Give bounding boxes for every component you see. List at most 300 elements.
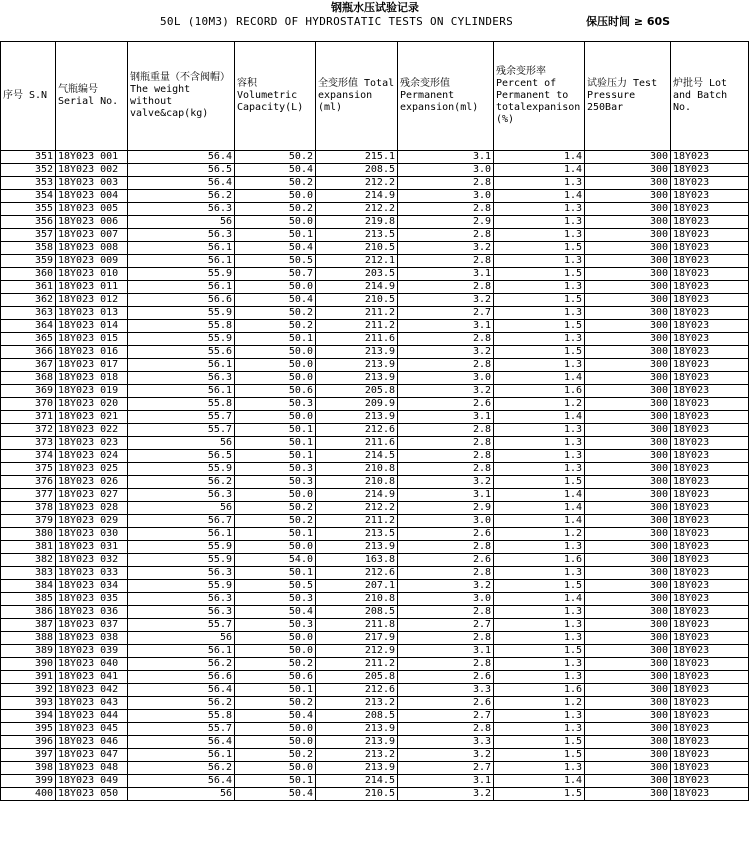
cell-permanent-expansion[interactable]: 3.0 [398, 593, 494, 606]
cell-test-pressure[interactable]: 300 [585, 788, 671, 801]
cell-test-pressure[interactable]: 300 [585, 164, 671, 177]
cell-weight[interactable]: 56.5 [128, 450, 235, 463]
cell-permanent-expansion[interactable]: 2.8 [398, 177, 494, 190]
cell-serial[interactable]: 18Y023 029 [56, 515, 128, 528]
cell-permanent-expansion[interactable]: 3.2 [398, 476, 494, 489]
cell-total-expansion[interactable]: 212.2 [316, 203, 398, 216]
cell-sn[interactable]: 383 [1, 567, 56, 580]
cell-serial[interactable]: 18Y023 048 [56, 762, 128, 775]
cell-serial[interactable]: 18Y023 045 [56, 723, 128, 736]
cell-percent-permanent[interactable]: 1.3 [494, 203, 585, 216]
cell-percent-permanent[interactable]: 1.5 [494, 645, 585, 658]
cell-capacity[interactable]: 50.1 [235, 437, 316, 450]
cell-sn[interactable]: 398 [1, 762, 56, 775]
cell-test-pressure[interactable]: 300 [585, 671, 671, 684]
cell-sn[interactable]: 388 [1, 632, 56, 645]
cell-permanent-expansion[interactable]: 2.8 [398, 723, 494, 736]
cell-serial[interactable]: 18Y023 044 [56, 710, 128, 723]
cell-percent-permanent[interactable]: 1.5 [494, 268, 585, 281]
cell-weight[interactable]: 56.3 [128, 372, 235, 385]
cell-total-expansion[interactable]: 210.5 [316, 788, 398, 801]
cell-lot-batch[interactable]: 18Y023 [671, 684, 749, 697]
cell-weight[interactable]: 56.4 [128, 775, 235, 788]
cell-test-pressure[interactable]: 300 [585, 307, 671, 320]
cell-weight[interactable]: 56.1 [128, 242, 235, 255]
cell-serial[interactable]: 18Y023 019 [56, 385, 128, 398]
cell-serial[interactable]: 18Y023 027 [56, 489, 128, 502]
cell-test-pressure[interactable]: 300 [585, 268, 671, 281]
cell-percent-permanent[interactable]: 1.4 [494, 775, 585, 788]
cell-percent-permanent[interactable]: 1.3 [494, 229, 585, 242]
cell-percent-permanent[interactable]: 1.3 [494, 606, 585, 619]
cell-serial[interactable]: 18Y023 032 [56, 554, 128, 567]
cell-weight[interactable]: 55.9 [128, 463, 235, 476]
cell-percent-permanent[interactable]: 1.3 [494, 658, 585, 671]
cell-permanent-expansion[interactable]: 2.8 [398, 632, 494, 645]
cell-lot-batch[interactable]: 18Y023 [671, 593, 749, 606]
cell-percent-permanent[interactable]: 1.3 [494, 450, 585, 463]
cell-total-expansion[interactable]: 214.5 [316, 775, 398, 788]
cell-percent-permanent[interactable]: 1.3 [494, 671, 585, 684]
cell-serial[interactable]: 18Y023 004 [56, 190, 128, 203]
cell-permanent-expansion[interactable]: 2.8 [398, 333, 494, 346]
cell-total-expansion[interactable]: 212.2 [316, 502, 398, 515]
cell-sn[interactable]: 361 [1, 281, 56, 294]
cell-capacity[interactable]: 50.2 [235, 515, 316, 528]
cell-percent-permanent[interactable]: 1.3 [494, 762, 585, 775]
cell-sn[interactable]: 385 [1, 593, 56, 606]
cell-serial[interactable]: 18Y023 018 [56, 372, 128, 385]
cell-serial[interactable]: 18Y023 025 [56, 463, 128, 476]
cell-weight[interactable]: 56 [128, 788, 235, 801]
cell-percent-permanent[interactable]: 1.5 [494, 476, 585, 489]
cell-serial[interactable]: 18Y023 012 [56, 294, 128, 307]
cell-lot-batch[interactable]: 18Y023 [671, 450, 749, 463]
cell-permanent-expansion[interactable]: 2.9 [398, 216, 494, 229]
cell-total-expansion[interactable]: 205.8 [316, 385, 398, 398]
cell-weight[interactable]: 55.7 [128, 411, 235, 424]
cell-sn[interactable]: 391 [1, 671, 56, 684]
cell-permanent-expansion[interactable]: 3.0 [398, 190, 494, 203]
cell-lot-batch[interactable]: 18Y023 [671, 255, 749, 268]
cell-permanent-expansion[interactable]: 2.8 [398, 541, 494, 554]
cell-capacity[interactable]: 50.2 [235, 320, 316, 333]
cell-percent-permanent[interactable]: 1.4 [494, 190, 585, 203]
cell-weight[interactable]: 55.9 [128, 580, 235, 593]
cell-test-pressure[interactable]: 300 [585, 229, 671, 242]
cell-capacity[interactable]: 50.1 [235, 333, 316, 346]
cell-total-expansion[interactable]: 211.8 [316, 619, 398, 632]
cell-serial[interactable]: 18Y023 030 [56, 528, 128, 541]
cell-serial[interactable]: 18Y023 015 [56, 333, 128, 346]
cell-sn[interactable]: 371 [1, 411, 56, 424]
cell-sn[interactable]: 360 [1, 268, 56, 281]
cell-weight[interactable]: 55.7 [128, 619, 235, 632]
cell-total-expansion[interactable]: 211.6 [316, 437, 398, 450]
cell-total-expansion[interactable]: 219.8 [316, 216, 398, 229]
cell-lot-batch[interactable]: 18Y023 [671, 294, 749, 307]
cell-capacity[interactable]: 50.2 [235, 177, 316, 190]
cell-test-pressure[interactable]: 300 [585, 242, 671, 255]
cell-capacity[interactable]: 50.1 [235, 450, 316, 463]
cell-test-pressure[interactable]: 300 [585, 619, 671, 632]
cell-lot-batch[interactable]: 18Y023 [671, 788, 749, 801]
cell-capacity[interactable]: 50.4 [235, 606, 316, 619]
cell-test-pressure[interactable]: 300 [585, 723, 671, 736]
cell-total-expansion[interactable]: 209.9 [316, 398, 398, 411]
cell-sn[interactable]: 393 [1, 697, 56, 710]
cell-total-expansion[interactable]: 203.5 [316, 268, 398, 281]
cell-serial[interactable]: 18Y023 035 [56, 593, 128, 606]
cell-capacity[interactable]: 50.0 [235, 489, 316, 502]
cell-permanent-expansion[interactable]: 3.1 [398, 489, 494, 502]
cell-weight[interactable]: 56.5 [128, 164, 235, 177]
cell-sn[interactable]: 359 [1, 255, 56, 268]
cell-lot-batch[interactable]: 18Y023 [671, 645, 749, 658]
cell-sn[interactable]: 387 [1, 619, 56, 632]
cell-permanent-expansion[interactable]: 3.1 [398, 645, 494, 658]
cell-weight[interactable]: 56.1 [128, 645, 235, 658]
cell-weight[interactable]: 56.2 [128, 697, 235, 710]
cell-percent-permanent[interactable]: 1.3 [494, 255, 585, 268]
cell-capacity[interactable]: 50.4 [235, 710, 316, 723]
cell-sn[interactable]: 397 [1, 749, 56, 762]
cell-serial[interactable]: 18Y023 028 [56, 502, 128, 515]
cell-weight[interactable]: 56.6 [128, 294, 235, 307]
cell-lot-batch[interactable]: 18Y023 [671, 476, 749, 489]
cell-permanent-expansion[interactable]: 2.8 [398, 606, 494, 619]
cell-sn[interactable]: 390 [1, 658, 56, 671]
cell-total-expansion[interactable]: 208.5 [316, 606, 398, 619]
cell-sn[interactable]: 351 [1, 151, 56, 164]
cell-lot-batch[interactable]: 18Y023 [671, 333, 749, 346]
cell-permanent-expansion[interactable]: 3.1 [398, 320, 494, 333]
cell-lot-batch[interactable]: 18Y023 [671, 320, 749, 333]
cell-lot-batch[interactable]: 18Y023 [671, 411, 749, 424]
cell-lot-batch[interactable]: 18Y023 [671, 229, 749, 242]
cell-serial[interactable]: 18Y023 010 [56, 268, 128, 281]
cell-lot-batch[interactable]: 18Y023 [671, 541, 749, 554]
cell-capacity[interactable]: 50.6 [235, 671, 316, 684]
cell-serial[interactable]: 18Y023 049 [56, 775, 128, 788]
cell-capacity[interactable]: 50.2 [235, 697, 316, 710]
cell-total-expansion[interactable]: 213.9 [316, 346, 398, 359]
cell-permanent-expansion[interactable]: 3.2 [398, 749, 494, 762]
cell-lot-batch[interactable]: 18Y023 [671, 177, 749, 190]
cell-serial[interactable]: 18Y023 043 [56, 697, 128, 710]
cell-percent-permanent[interactable]: 1.2 [494, 697, 585, 710]
cell-lot-batch[interactable]: 18Y023 [671, 723, 749, 736]
cell-serial[interactable]: 18Y023 047 [56, 749, 128, 762]
cell-percent-permanent[interactable]: 1.6 [494, 385, 585, 398]
cell-permanent-expansion[interactable]: 3.2 [398, 242, 494, 255]
cell-lot-batch[interactable]: 18Y023 [671, 632, 749, 645]
cell-weight[interactable]: 56.1 [128, 359, 235, 372]
cell-total-expansion[interactable]: 217.9 [316, 632, 398, 645]
cell-total-expansion[interactable]: 215.1 [316, 151, 398, 164]
cell-percent-permanent[interactable]: 1.3 [494, 424, 585, 437]
cell-test-pressure[interactable]: 300 [585, 515, 671, 528]
cell-weight[interactable]: 55.6 [128, 346, 235, 359]
cell-weight[interactable]: 55.9 [128, 541, 235, 554]
cell-lot-batch[interactable]: 18Y023 [671, 268, 749, 281]
cell-total-expansion[interactable]: 163.8 [316, 554, 398, 567]
cell-serial[interactable]: 18Y023 033 [56, 567, 128, 580]
cell-percent-permanent[interactable]: 1.4 [494, 515, 585, 528]
cell-permanent-expansion[interactable]: 2.8 [398, 658, 494, 671]
cell-sn[interactable]: 363 [1, 307, 56, 320]
cell-sn[interactable]: 379 [1, 515, 56, 528]
cell-serial[interactable]: 18Y023 005 [56, 203, 128, 216]
cell-permanent-expansion[interactable]: 2.7 [398, 762, 494, 775]
cell-serial[interactable]: 18Y023 003 [56, 177, 128, 190]
cell-percent-permanent[interactable]: 1.3 [494, 463, 585, 476]
cell-permanent-expansion[interactable]: 2.8 [398, 359, 494, 372]
cell-percent-permanent[interactable]: 1.3 [494, 541, 585, 554]
cell-test-pressure[interactable]: 300 [585, 658, 671, 671]
cell-capacity[interactable]: 50.0 [235, 216, 316, 229]
cell-test-pressure[interactable]: 300 [585, 580, 671, 593]
cell-total-expansion[interactable]: 208.5 [316, 164, 398, 177]
cell-percent-permanent[interactable]: 1.5 [494, 346, 585, 359]
cell-capacity[interactable]: 50.2 [235, 307, 316, 320]
cell-percent-permanent[interactable]: 1.4 [494, 593, 585, 606]
cell-permanent-expansion[interactable]: 2.6 [398, 671, 494, 684]
cell-weight[interactable]: 56.1 [128, 255, 235, 268]
cell-capacity[interactable]: 50.6 [235, 385, 316, 398]
cell-capacity[interactable]: 50.0 [235, 736, 316, 749]
cell-lot-batch[interactable]: 18Y023 [671, 515, 749, 528]
cell-sn[interactable]: 353 [1, 177, 56, 190]
cell-weight[interactable]: 55.7 [128, 424, 235, 437]
cell-lot-batch[interactable]: 18Y023 [671, 424, 749, 437]
cell-lot-batch[interactable]: 18Y023 [671, 372, 749, 385]
cell-total-expansion[interactable]: 211.6 [316, 333, 398, 346]
col-header-permanent-expansion[interactable]: 残余变形值 Permanent expansion(ml) [398, 42, 494, 151]
cell-total-expansion[interactable]: 213.9 [316, 762, 398, 775]
cell-total-expansion[interactable]: 212.9 [316, 645, 398, 658]
cell-test-pressure[interactable]: 300 [585, 593, 671, 606]
cell-serial[interactable]: 18Y023 023 [56, 437, 128, 450]
cell-weight[interactable]: 56.3 [128, 567, 235, 580]
cell-weight[interactable]: 55.9 [128, 554, 235, 567]
cell-serial[interactable]: 18Y023 006 [56, 216, 128, 229]
cell-capacity[interactable]: 54.0 [235, 554, 316, 567]
cell-capacity[interactable]: 50.0 [235, 190, 316, 203]
cell-sn[interactable]: 392 [1, 684, 56, 697]
cell-sn[interactable]: 377 [1, 489, 56, 502]
cell-lot-batch[interactable]: 18Y023 [671, 346, 749, 359]
cell-capacity[interactable]: 50.3 [235, 476, 316, 489]
cell-total-expansion[interactable]: 207.1 [316, 580, 398, 593]
cell-serial[interactable]: 18Y023 034 [56, 580, 128, 593]
cell-sn[interactable]: 394 [1, 710, 56, 723]
cell-sn[interactable]: 366 [1, 346, 56, 359]
cell-total-expansion[interactable]: 210.8 [316, 593, 398, 606]
cell-sn[interactable]: 395 [1, 723, 56, 736]
cell-test-pressure[interactable]: 300 [585, 684, 671, 697]
cell-total-expansion[interactable]: 214.9 [316, 281, 398, 294]
cell-serial[interactable]: 18Y023 002 [56, 164, 128, 177]
cell-permanent-expansion[interactable]: 2.8 [398, 203, 494, 216]
cell-serial[interactable]: 18Y023 040 [56, 658, 128, 671]
col-header-capacity[interactable]: 容积 Volumetric Capacity(L) [235, 42, 316, 151]
cell-weight[interactable]: 56.2 [128, 190, 235, 203]
cell-weight[interactable]: 55.8 [128, 320, 235, 333]
cell-percent-permanent[interactable]: 1.5 [494, 242, 585, 255]
cell-capacity[interactable]: 50.0 [235, 372, 316, 385]
cell-percent-permanent[interactable]: 1.3 [494, 710, 585, 723]
cell-lot-batch[interactable]: 18Y023 [671, 619, 749, 632]
cell-lot-batch[interactable]: 18Y023 [671, 281, 749, 294]
cell-weight[interactable]: 56.1 [128, 528, 235, 541]
cell-capacity[interactable]: 50.4 [235, 788, 316, 801]
cell-test-pressure[interactable]: 300 [585, 398, 671, 411]
cell-serial[interactable]: 18Y023 020 [56, 398, 128, 411]
cell-percent-permanent[interactable]: 1.3 [494, 281, 585, 294]
cell-test-pressure[interactable]: 300 [585, 749, 671, 762]
cell-permanent-expansion[interactable]: 3.1 [398, 151, 494, 164]
cell-sn[interactable]: 362 [1, 294, 56, 307]
cell-test-pressure[interactable]: 300 [585, 216, 671, 229]
cell-sn[interactable]: 376 [1, 476, 56, 489]
cell-total-expansion[interactable]: 214.9 [316, 190, 398, 203]
cell-permanent-expansion[interactable]: 3.0 [398, 372, 494, 385]
cell-sn[interactable]: 372 [1, 424, 56, 437]
cell-sn[interactable]: 389 [1, 645, 56, 658]
cell-capacity[interactable]: 50.5 [235, 255, 316, 268]
cell-percent-permanent[interactable]: 1.4 [494, 372, 585, 385]
cell-lot-batch[interactable]: 18Y023 [671, 190, 749, 203]
col-header-weight[interactable]: 钢瓶重量（不含阀帽）The weight without valve&cap(kg) [128, 42, 235, 151]
cell-percent-permanent[interactable]: 1.4 [494, 502, 585, 515]
cell-percent-permanent[interactable]: 1.5 [494, 736, 585, 749]
cell-permanent-expansion[interactable]: 2.9 [398, 502, 494, 515]
cell-test-pressure[interactable]: 300 [585, 346, 671, 359]
cell-test-pressure[interactable]: 300 [585, 632, 671, 645]
cell-capacity[interactable]: 50.1 [235, 567, 316, 580]
cell-total-expansion[interactable]: 213.9 [316, 736, 398, 749]
cell-serial[interactable]: 18Y023 037 [56, 619, 128, 632]
cell-sn[interactable]: 355 [1, 203, 56, 216]
cell-total-expansion[interactable]: 213.9 [316, 372, 398, 385]
cell-permanent-expansion[interactable]: 3.3 [398, 684, 494, 697]
cell-weight[interactable]: 55.8 [128, 398, 235, 411]
cell-permanent-expansion[interactable]: 2.8 [398, 463, 494, 476]
cell-total-expansion[interactable]: 213.5 [316, 528, 398, 541]
cell-total-expansion[interactable]: 213.5 [316, 229, 398, 242]
cell-capacity[interactable]: 50.3 [235, 463, 316, 476]
cell-test-pressure[interactable]: 300 [585, 541, 671, 554]
cell-capacity[interactable]: 50.0 [235, 281, 316, 294]
cell-serial[interactable]: 18Y023 008 [56, 242, 128, 255]
cell-test-pressure[interactable]: 300 [585, 203, 671, 216]
cell-total-expansion[interactable]: 210.5 [316, 242, 398, 255]
cell-lot-batch[interactable]: 18Y023 [671, 216, 749, 229]
cell-weight[interactable]: 55.9 [128, 268, 235, 281]
cell-percent-permanent[interactable]: 1.3 [494, 216, 585, 229]
cell-serial[interactable]: 18Y023 036 [56, 606, 128, 619]
cell-capacity[interactable]: 50.0 [235, 411, 316, 424]
cell-test-pressure[interactable]: 300 [585, 775, 671, 788]
cell-test-pressure[interactable]: 300 [585, 151, 671, 164]
cell-lot-batch[interactable]: 18Y023 [671, 749, 749, 762]
cell-test-pressure[interactable]: 300 [585, 437, 671, 450]
cell-weight[interactable]: 56.3 [128, 489, 235, 502]
cell-total-expansion[interactable]: 213.2 [316, 697, 398, 710]
cell-sn[interactable]: 370 [1, 398, 56, 411]
cell-test-pressure[interactable]: 300 [585, 554, 671, 567]
cell-permanent-expansion[interactable]: 3.0 [398, 515, 494, 528]
col-header-total-expansion[interactable]: 全变形值 Total expansion (ml) [316, 42, 398, 151]
cell-permanent-expansion[interactable]: 2.6 [398, 554, 494, 567]
cell-total-expansion[interactable]: 213.9 [316, 723, 398, 736]
cell-sn[interactable]: 399 [1, 775, 56, 788]
cell-permanent-expansion[interactable]: 2.6 [398, 398, 494, 411]
cell-total-expansion[interactable]: 213.9 [316, 411, 398, 424]
cell-serial[interactable]: 18Y023 014 [56, 320, 128, 333]
cell-test-pressure[interactable]: 300 [585, 281, 671, 294]
cell-percent-permanent[interactable]: 1.5 [494, 320, 585, 333]
cell-capacity[interactable]: 50.2 [235, 203, 316, 216]
cell-serial[interactable]: 18Y023 026 [56, 476, 128, 489]
cell-test-pressure[interactable]: 300 [585, 320, 671, 333]
cell-weight[interactable]: 56.3 [128, 593, 235, 606]
cell-capacity[interactable]: 50.1 [235, 684, 316, 697]
cell-lot-batch[interactable]: 18Y023 [671, 385, 749, 398]
cell-capacity[interactable]: 50.2 [235, 749, 316, 762]
cell-permanent-expansion[interactable]: 2.8 [398, 255, 494, 268]
cell-test-pressure[interactable]: 300 [585, 502, 671, 515]
cell-lot-batch[interactable]: 18Y023 [671, 151, 749, 164]
cell-total-expansion[interactable]: 210.5 [316, 294, 398, 307]
cell-test-pressure[interactable]: 300 [585, 424, 671, 437]
cell-test-pressure[interactable]: 300 [585, 710, 671, 723]
cell-weight[interactable]: 56.2 [128, 476, 235, 489]
cell-percent-permanent[interactable]: 1.2 [494, 398, 585, 411]
cell-weight[interactable]: 56.4 [128, 177, 235, 190]
cell-capacity[interactable]: 50.1 [235, 528, 316, 541]
cell-test-pressure[interactable]: 300 [585, 736, 671, 749]
cell-permanent-expansion[interactable]: 2.8 [398, 450, 494, 463]
cell-serial[interactable]: 18Y023 046 [56, 736, 128, 749]
cell-percent-permanent[interactable]: 1.5 [494, 749, 585, 762]
cell-lot-batch[interactable]: 18Y023 [671, 710, 749, 723]
cell-test-pressure[interactable]: 300 [585, 177, 671, 190]
cell-sn[interactable]: 365 [1, 333, 56, 346]
cell-test-pressure[interactable]: 300 [585, 489, 671, 502]
cell-weight[interactable]: 56.2 [128, 762, 235, 775]
cell-lot-batch[interactable]: 18Y023 [671, 398, 749, 411]
cell-weight[interactable]: 55.9 [128, 307, 235, 320]
cell-serial[interactable]: 18Y023 039 [56, 645, 128, 658]
cell-total-expansion[interactable]: 214.9 [316, 489, 398, 502]
cell-serial[interactable]: 18Y023 007 [56, 229, 128, 242]
cell-sn[interactable]: 354 [1, 190, 56, 203]
cell-weight[interactable]: 56.1 [128, 281, 235, 294]
cell-total-expansion[interactable]: 211.2 [316, 307, 398, 320]
cell-percent-permanent[interactable]: 1.2 [494, 528, 585, 541]
cell-permanent-expansion[interactable]: 3.1 [398, 268, 494, 281]
cell-sn[interactable]: 369 [1, 385, 56, 398]
cell-sn[interactable]: 357 [1, 229, 56, 242]
cell-lot-batch[interactable]: 18Y023 [671, 528, 749, 541]
cell-capacity[interactable]: 50.2 [235, 502, 316, 515]
cell-permanent-expansion[interactable]: 3.2 [398, 294, 494, 307]
cell-test-pressure[interactable]: 300 [585, 476, 671, 489]
cell-total-expansion[interactable]: 211.2 [316, 658, 398, 671]
cell-percent-permanent[interactable]: 1.5 [494, 294, 585, 307]
